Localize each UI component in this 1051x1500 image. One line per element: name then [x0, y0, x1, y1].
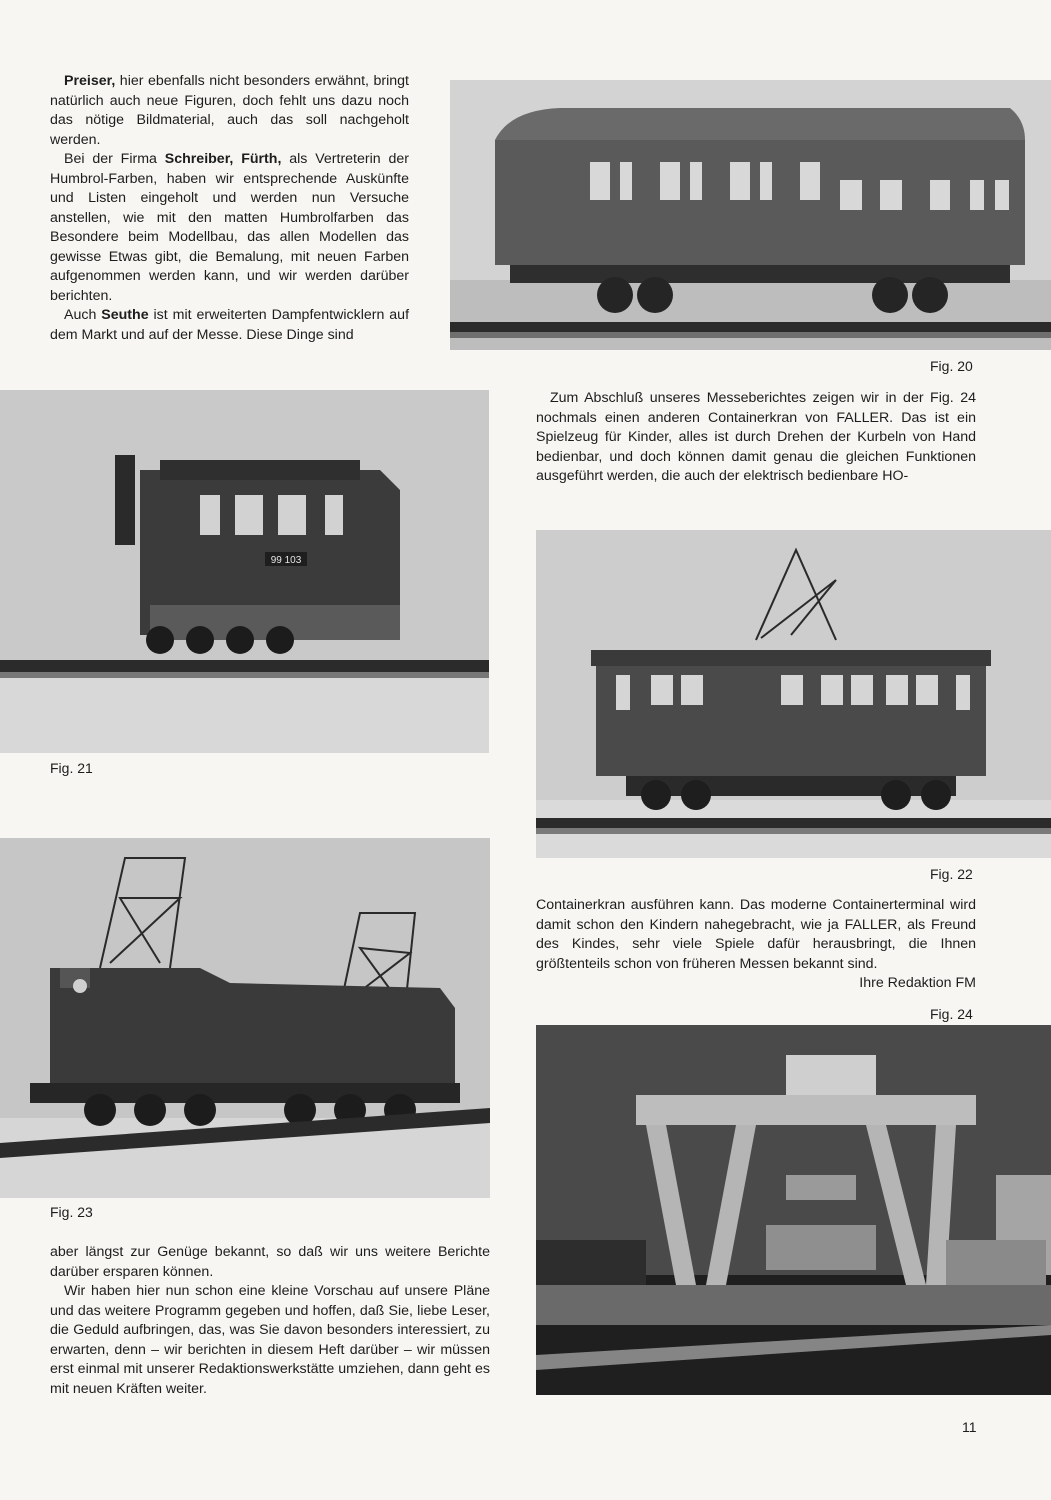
paragraph-text: Auch [64, 307, 102, 323]
paragraph-preiser [50, 72, 409, 150]
paragraph-continuation: aber längst zur Genüge bekannt, so daß wir uns weitere Berichte darüber ersparen können. [50, 1244, 490, 1280]
paragraph-text: ist mit erweiterten Dampfentwicklern auf dem Markt und auf der Messe. Diese Dinge sind [50, 307, 410, 343]
paragraph-text: Bei der Firma [64, 151, 165, 167]
editorial-signature: Ihre Redaktion FM [859, 975, 976, 991]
caption-fig21: Fig. 21 [50, 760, 93, 776]
paragraph-containerterminal: Containerkran ausführen kann. Das moderne Containerterminal wird damit schon den Kindern nahegebracht, wie ja FALLER, als Freund des Kindes, sehr viele Spiele dafür herausbringt, die Ihnen größtenteils schon von früheren Messen bekannt sind. [536, 897, 976, 972]
caption-fig23: Fig. 23 [50, 1204, 93, 1220]
paragraph-text: hier ebenfalls nicht besonders erwähnt, bringt natürlich auch neue Figuren, doch fehlt uns dazu noch das nötige Bildmaterial, auch das soll nachgeholt werden. [50, 73, 409, 148]
company-schreiber: Schreiber, Fürth, [164, 151, 282, 167]
caption-fig20: Fig. 20 [930, 358, 973, 374]
paragraph-container-crane: Zum Abschluß unseres Messeberichtes zeigen wir in der Fig. 24 nochmals einen anderen Containerkran von FALLER. Das ist ein Spielzeug für Kinder, alles ist durch Drehen der Kurbeln von Hand bedienbar, und doch können damit genau die gleichen Funktionen ausgeführt werden, die auch der elektrisch bedienbare HO- [536, 390, 976, 484]
loco-number-plate: 99 103 [270, 555, 302, 566]
paragraph-schreiber [50, 150, 409, 306]
fig23-photo-electric-locomotive [0, 838, 490, 1198]
company-preiser: Preiser, [64, 73, 116, 89]
paragraph-seuthe [50, 306, 409, 345]
fig20-photo-passenger-coach [450, 80, 1051, 350]
article-text-right-1 [536, 389, 976, 487]
article-text-top-left [50, 72, 409, 345]
article-text-bottom-left [50, 1243, 490, 1399]
paragraph-text: als Vertreterin der Humbrol-Farben, haben wir entsprechende Auskünfte und Listen eingeholt und werden nun Versuche anstellen, wie mit den matten Humbrolfarben das Besondere beim Modellbau, das allen Modellen das gewisse Etwas gibt, die Bemalung, mit neuen Farben aufgenommen werden kann, und wir werden darüber berichten. [50, 151, 409, 304]
fig24-photo-container-crane [536, 1025, 1051, 1395]
page-number: 11 [962, 1419, 977, 1435]
fig22-photo-electric-railcar [536, 530, 1051, 858]
caption-fig24: Fig. 24 [930, 1006, 973, 1022]
caption-fig22: Fig. 22 [930, 866, 973, 882]
company-seuthe: Seuthe [101, 307, 149, 323]
paragraph-preview: Wir haben hier nun schon eine kleine Vorschau auf unsere Pläne und das weitere Programm gegeben und hoffen, daß Sie, liebe Leser, die Geduld aufbringen, das, was Sie davon besonders interessiert, zu erwarten, denn – wir berichten in diesem Heft darüber – wir müssen erst einmal mit unserer Redaktionswerkstätte umziehen, dann geht es mit neuen Kräften weiter. [50, 1283, 490, 1397]
article-text-right-2 [536, 896, 976, 994]
fig21-photo-steam-tram-locomotive [0, 390, 489, 753]
